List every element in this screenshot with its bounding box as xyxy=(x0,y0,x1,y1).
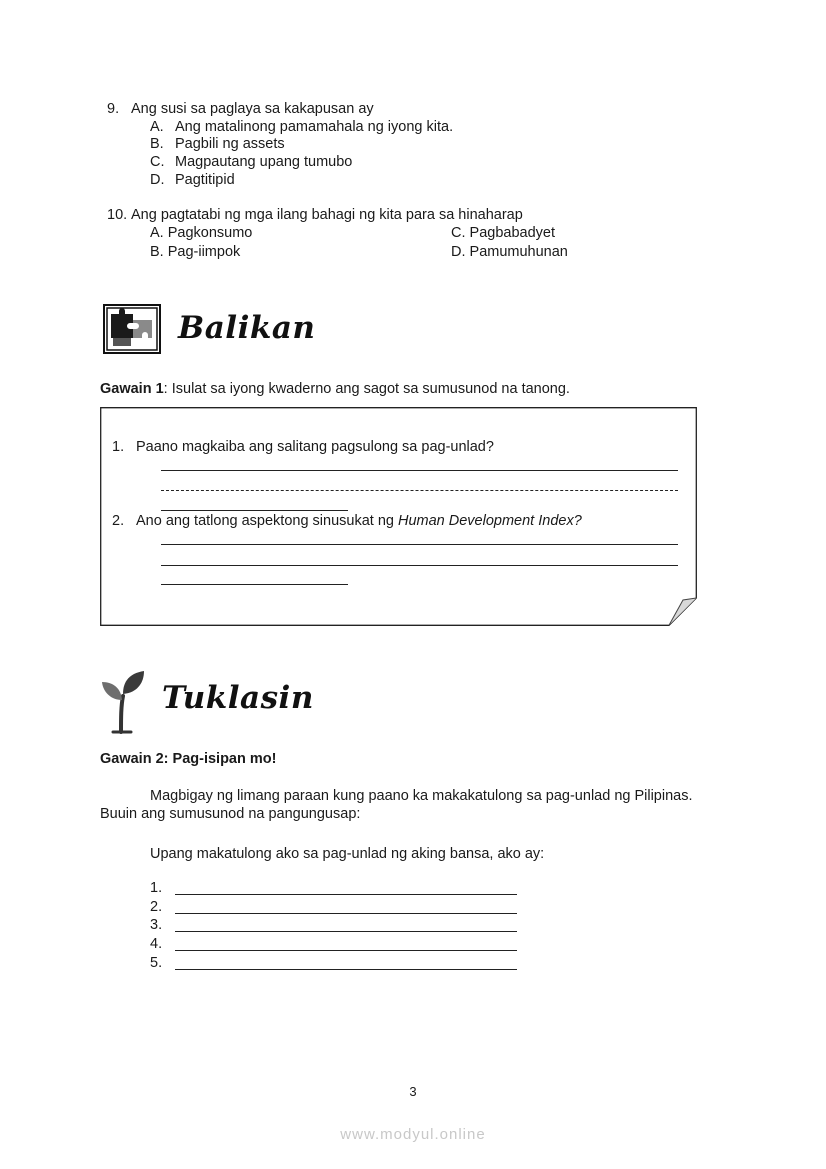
gawain1-instruction xyxy=(100,381,570,397)
balikan-q2-italic: Human Development Index? xyxy=(398,513,582,529)
item-number: 5. xyxy=(150,955,163,971)
answer-line xyxy=(161,490,678,491)
watermark: www.modyul.online xyxy=(340,1126,486,1143)
page-number: 3 xyxy=(409,1084,417,1099)
q9-choice-b-letter: B. xyxy=(150,136,164,152)
q10-number: 10. xyxy=(107,207,128,223)
answer-line xyxy=(175,969,517,970)
q9-choice-b: Pagbili ng assets xyxy=(175,136,285,152)
tuklasin-heading: Tuklasin xyxy=(162,680,314,716)
q10-choice-c: C. Pagbabadyet xyxy=(451,225,555,241)
item-number: 2. xyxy=(150,899,163,915)
puzzle-icon xyxy=(103,304,161,354)
item-number: 1. xyxy=(150,880,163,896)
answer-line xyxy=(175,913,517,914)
balikan-q2-text: Ano ang tatlong aspektong sinusukat ng xyxy=(136,513,398,529)
item-number: 4. xyxy=(150,936,163,952)
answer-line xyxy=(161,584,348,585)
balikan-heading: Balikan xyxy=(178,310,316,346)
q10-question: Ang pagtatabi ng mga ilang bahagi ng kita para sa hinaharap xyxy=(131,207,523,223)
gawain2-prompt: Upang makatulong ako sa pag-unlad ng aking bansa, ako ay: xyxy=(150,846,545,862)
q9-number: 9. xyxy=(107,101,120,117)
balikan-q1-number: 1. xyxy=(112,439,125,455)
balikan-q2 xyxy=(136,513,582,529)
q10-choice-a: A. Pagkonsumo xyxy=(150,225,253,241)
answer-line xyxy=(175,950,517,951)
answer-line xyxy=(161,470,678,471)
q9-choice-a-letter: A. xyxy=(150,119,164,135)
answer-line xyxy=(175,931,517,932)
item-number: 3. xyxy=(150,917,163,933)
q9-question: Ang susi sa paglaya sa kakapusan ay xyxy=(131,101,374,117)
q9-choice-d: Pagtitipid xyxy=(175,172,235,188)
gawain2-instruction-line2: Buuin ang sumusunod na pangungusap: xyxy=(100,806,361,822)
answer-line xyxy=(175,894,517,895)
answer-line xyxy=(161,565,678,566)
gawain2-instruction-line1: Magbigay ng limang paraan kung paano ka makakatulong sa pag-unlad ng Pilipinas. xyxy=(150,788,693,804)
q9-choice-a: Ang matalinong pamamahala ng iyong kita. xyxy=(175,119,454,135)
q9-choice-c: Magpautang upang tumubo xyxy=(175,154,353,170)
q9-choice-c-letter: C. xyxy=(150,154,165,170)
gawain1-text: : Isulat sa iyong kwaderno ang sagot sa sumusunod na tanong. xyxy=(163,381,570,397)
gawain1-label: Gawain 1 xyxy=(100,381,164,397)
balikan-q2-number: 2. xyxy=(112,513,125,529)
sprout-icon xyxy=(99,670,147,734)
balikan-q1-text: Paano magkaiba ang salitang pagsulong sa pag-unlad? xyxy=(136,439,494,455)
q9-choice-d-letter: D. xyxy=(150,172,165,188)
answer-line xyxy=(161,544,678,545)
answer-line xyxy=(161,510,348,511)
q10-choice-b: B. Pag-iimpok xyxy=(150,244,241,260)
q10-choice-d: D. Pamumuhunan xyxy=(451,244,568,260)
gawain2-title: Gawain 2: Pag-isipan mo! xyxy=(100,751,277,767)
